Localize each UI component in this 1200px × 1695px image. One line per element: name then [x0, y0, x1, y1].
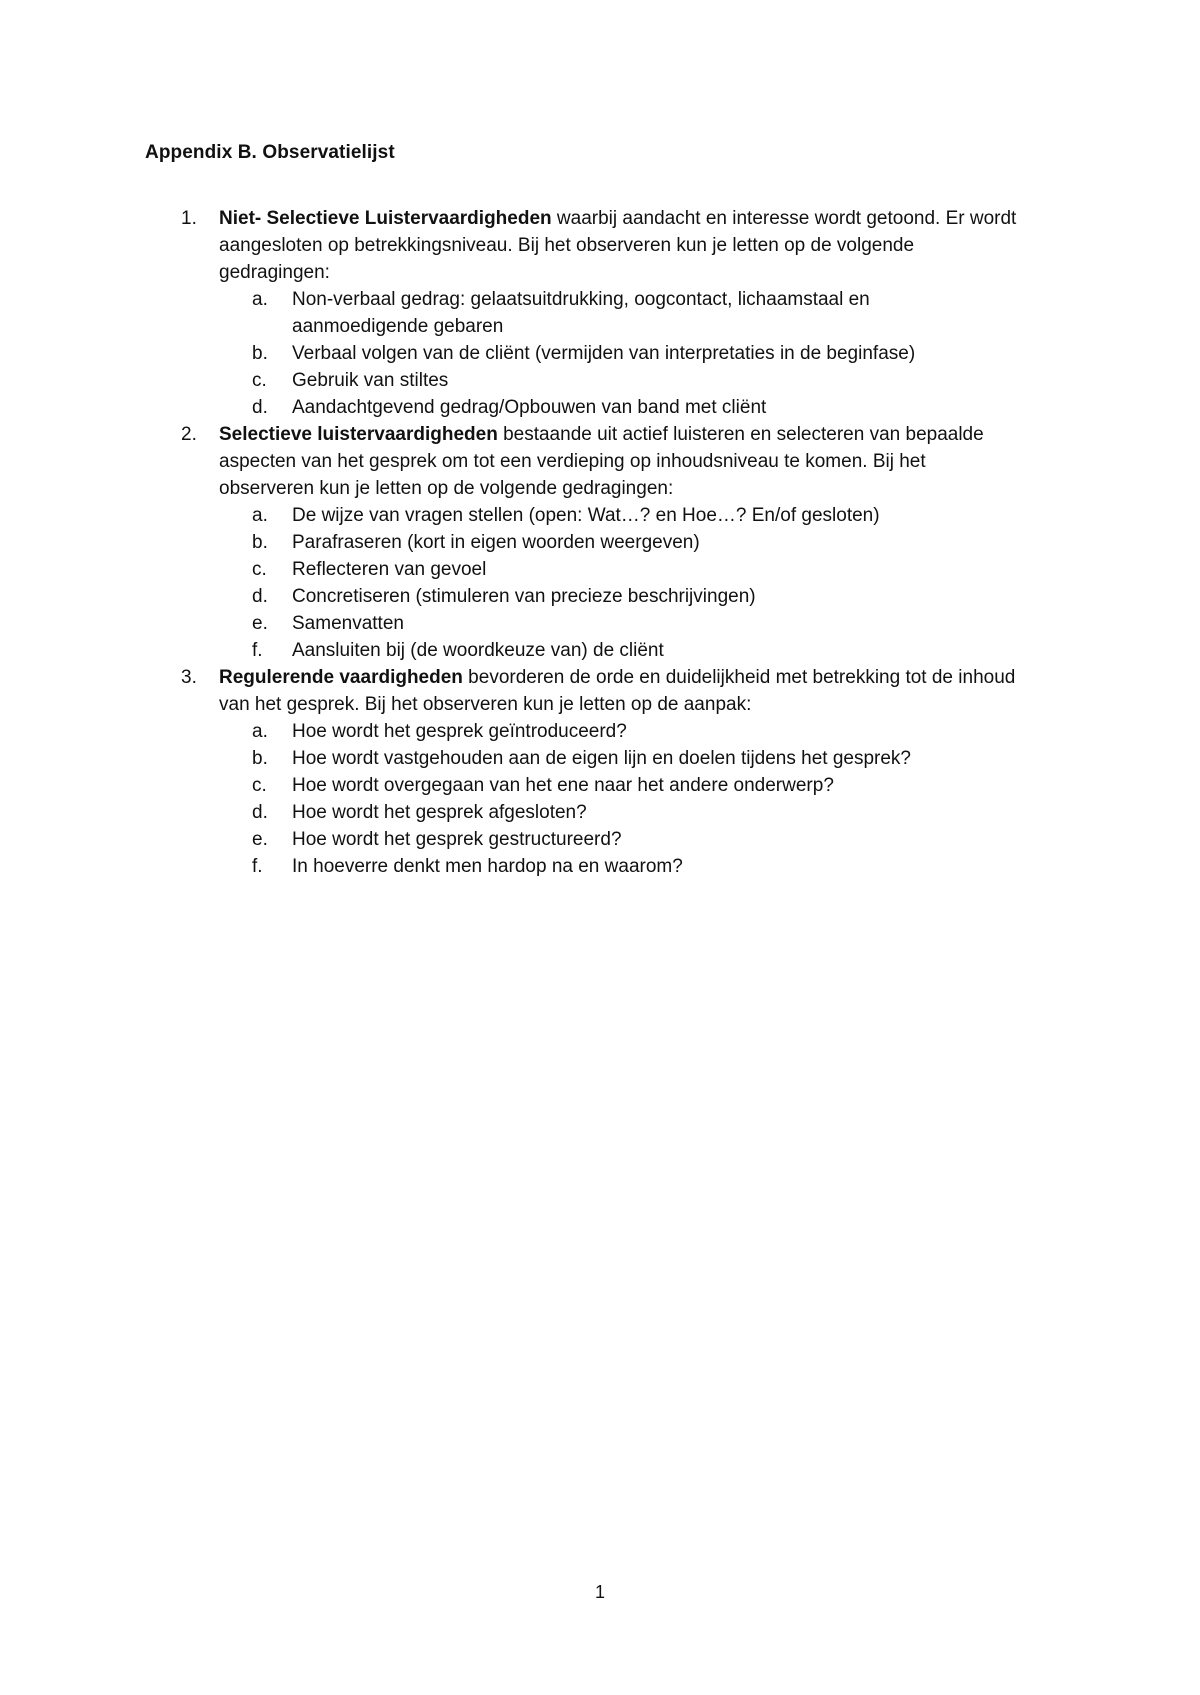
sublist-item-letter: b. — [252, 343, 268, 364]
sublist-item — [219, 718, 1025, 745]
list-item-number: 3. — [181, 667, 197, 688]
list-item-text — [219, 664, 1025, 718]
sublist-item-text: Aansluiten bij (de woordkeuze van) de cliënt — [292, 640, 664, 661]
list-item-text — [219, 205, 1025, 286]
list-item-description: bestaande uit actief luisteren en selecteren van bepaalde aspecten van het gesprek om tot een verdieping op inhoudsniveau te komen. Bij het observeren kun je letten op de volgende gedragingen: — [219, 424, 984, 499]
sublist-item-letter: e. — [252, 829, 268, 850]
sublist-item — [219, 556, 1025, 583]
sublist-item-text: Samenvatten — [292, 613, 404, 634]
sublist-item-text: Hoe wordt overgegaan van het ene naar het andere onderwerp? — [292, 775, 834, 796]
sublist-item — [219, 826, 1025, 853]
list-item-title: Selectieve luistervaardigheden — [219, 424, 498, 445]
sublist-item-text: Hoe wordt vastgehouden aan de eigen lijn en doelen tijdens het gesprek? — [292, 748, 912, 769]
list-item-text — [219, 421, 1025, 502]
sublist-item-letter: a. — [252, 721, 268, 742]
sublist-item-letter: d. — [252, 586, 268, 607]
sublist-item-letter: d. — [252, 802, 268, 823]
sublist-item — [219, 745, 1025, 772]
sublist-item-text: Gebruik van stiltes — [292, 370, 449, 391]
sublist-item-text: Verbaal volgen van de cliënt (vermijden van interpretaties in de beginfase) — [292, 343, 916, 364]
sublist-item-letter: c. — [252, 559, 267, 580]
sublist-item-text: Non-verbaal gedrag: gelaatsuitdrukking, oogcontact, lichaamstaal en aanmoedigende gebaren — [292, 289, 870, 337]
sublist-item-letter: b. — [252, 748, 268, 769]
list-item-number: 2. — [181, 424, 197, 445]
sublist-item-text: Parafraseren (kort in eigen woorden weergeven) — [292, 532, 700, 553]
sublist — [219, 286, 1025, 421]
sublist-item-letter: a. — [252, 289, 268, 310]
list-item-body — [219, 664, 1025, 880]
sublist — [219, 718, 1025, 880]
sublist-item-letter: b. — [252, 532, 268, 553]
document-heading: Appendix B. Observatielijst — [145, 142, 395, 163]
sublist-item-text: Hoe wordt het gesprek afgesloten? — [292, 802, 587, 823]
sublist-item — [219, 853, 1025, 880]
sublist-item-letter: c. — [252, 775, 267, 796]
sublist-item — [219, 502, 1025, 529]
sublist — [219, 502, 1025, 664]
sublist-item — [219, 286, 1025, 340]
sublist-item — [219, 367, 1025, 394]
list-item-body — [219, 421, 1025, 664]
list-item-title: Niet- Selectieve Luistervaardigheden — [219, 208, 552, 229]
sublist-item-letter: d. — [252, 397, 268, 418]
sublist-item — [219, 394, 1025, 421]
sublist-item-text: Aandachtgevend gedrag/Opbouwen van band met cliënt — [292, 397, 767, 418]
sublist-item — [219, 583, 1025, 610]
sublist-item-text: Reflecteren van gevoel — [292, 559, 487, 580]
sublist-item-text: In hoeverre denkt men hardop na en waarom? — [292, 856, 683, 877]
page-number: 1 — [594, 1582, 605, 1602]
sublist-item-letter: f. — [252, 640, 263, 661]
list-item-description: bevorderen de orde en duidelijkheid met betrekking tot de inhoud van het gesprek. Bij het observeren kun je letten op de aanpak: — [219, 667, 1016, 715]
list-item-title: Regulerende vaardigheden — [219, 667, 463, 688]
sublist-item-text: Concretiseren (stimuleren van precieze beschrijvingen) — [292, 586, 756, 607]
list-item-number: 1. — [181, 208, 197, 229]
sublist-item — [219, 529, 1025, 556]
sublist-item-text: De wijze van vragen stellen (open: Wat…? en Hoe…? En/of gesloten) — [292, 505, 880, 526]
list-item — [145, 664, 1025, 880]
sublist-item — [219, 637, 1025, 664]
list-item — [145, 421, 1025, 664]
sublist-item-letter: a. — [252, 505, 268, 526]
sublist-item-letter: e. — [252, 613, 268, 634]
sublist-item-letter: c. — [252, 370, 267, 391]
numbered-list — [145, 205, 1025, 880]
sublist-item-text: Hoe wordt het gesprek geïntroduceerd? — [292, 721, 627, 742]
sublist-item-letter: f. — [252, 856, 263, 877]
list-item-body — [219, 205, 1025, 421]
sublist-item — [219, 772, 1025, 799]
sublist-item — [219, 340, 1025, 367]
list-item — [145, 205, 1025, 421]
list-item-description: waarbij aandacht en interesse wordt getoond. Er wordt aangesloten op betrekkingsniveau. Bij het observeren kun je letten op de volgende gedragingen: — [219, 208, 1017, 283]
sublist-item — [219, 799, 1025, 826]
sublist-item-text: Hoe wordt het gesprek gestructureerd? — [292, 829, 622, 850]
sublist-item — [219, 610, 1025, 637]
